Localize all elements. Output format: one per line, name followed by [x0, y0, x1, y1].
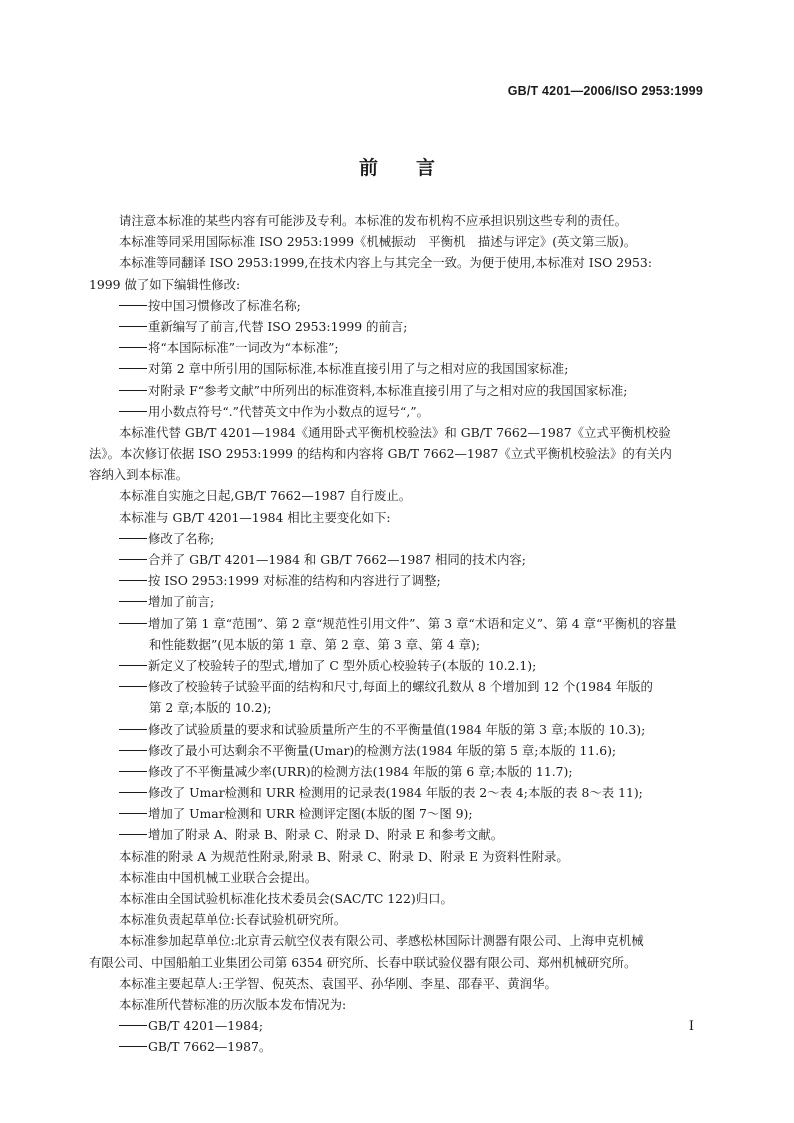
paragraph: 本标准由中国机械工业联合会提出。	[119, 869, 318, 885]
paragraph: 本标准由全国试验机标准化技术委员会(SAC/TC 122)归口。	[119, 891, 453, 906]
list-item-text: 用小数点符号“.”代替英文中作为小数点的逗号“,”。	[148, 403, 430, 419]
list-item	[89, 591, 707, 612]
list-item	[89, 570, 707, 591]
list-item-continuation: 第 2 章;本版的 10.2);	[149, 700, 272, 716]
list-item-text: 增加了第 1 章“范围”、第 2 章“规范性引用文件”、第 3 章“术语和定义”、第 4 章“平衡机的容量	[148, 615, 677, 631]
dash-marker	[119, 686, 147, 687]
paragraph: 有限公司、中国船舶工业集团公司第 6354 研究所、长春中联试验仪器有限公司、郑州机械研究所。	[89, 954, 637, 970]
dash-marker	[119, 750, 147, 751]
list-item	[89, 613, 707, 634]
list-item	[89, 824, 707, 845]
paragraph: 本标准等同采用国际标准 ISO 2953:1999《机械振动 平衡机 描述与评定》(英文第三版)。	[119, 234, 637, 250]
dash-marker	[119, 326, 147, 327]
list-item	[89, 740, 707, 761]
paragraph: 本标准参加起草单位:北京青云航空仪表有限公司、孝感松林国际计测器有限公司、上海申克机械	[119, 933, 644, 949]
paragraph: 本标准的附录 A 为规范性附录,附录 B、附录 C、附录 D、附录 E 为资料性附录。	[119, 848, 569, 864]
list-item-text: 修改了不平衡量减少率(URR)的检测方法(1984 年版的第 6 章;本版的 11.7);	[148, 763, 573, 779]
list-item-text: 按 ISO 2953:1999 对标准的结构和内容进行了调整;	[148, 573, 441, 589]
list-item	[89, 1015, 707, 1036]
list-item	[89, 803, 707, 824]
list-item-text: GB/T 7662—1987。	[148, 1039, 272, 1055]
list-item-text: 修改了校验转子试验平面的结构和尺寸,每面上的螺纹孔数从 8 个增加到 12 个(1984 年版的	[148, 679, 653, 695]
list-item-text: 增加了前言;	[148, 594, 215, 610]
page-title-char-2: 言	[416, 157, 436, 179]
list-item	[89, 676, 707, 697]
list-item	[89, 337, 707, 358]
paragraph: 容纳入到本标准。	[89, 467, 189, 483]
dash-marker	[119, 411, 147, 412]
dash-marker	[119, 538, 147, 539]
dash-marker	[119, 559, 147, 560]
dash-marker	[119, 792, 147, 793]
list-item	[89, 1036, 707, 1057]
list-item	[89, 295, 707, 316]
page-title	[0, 153, 794, 180]
foreword-body	[89, 210, 707, 1058]
paragraph: 本标准负责起草单位:长春试验机研究所。	[119, 912, 347, 928]
dash-marker	[119, 347, 147, 348]
page-number: I	[688, 1019, 694, 1034]
dash-marker	[119, 623, 147, 624]
dash-marker	[119, 1046, 147, 1047]
list-item-text: 合并了 GB/T 4201—1984 和 GB/T 7662—1987 相同的技术内容;	[148, 552, 526, 567]
dash-marker	[119, 580, 147, 581]
list-item	[89, 782, 707, 803]
list-item-text: 修改了试验质量的要求和试验质量所产生的不平衡量值(1984 年版的第 3 章;本版的 10.3);	[148, 721, 646, 737]
dash-marker	[119, 601, 147, 602]
list-item-text: 将“本国际标准”一词改为“本标准”;	[148, 340, 339, 356]
list-item	[89, 719, 707, 740]
dash-marker	[119, 665, 147, 666]
list-item	[89, 316, 707, 337]
list-item-text: 对第 2 章中所引用的国际标准,本标准直接引用了与之相对应的我国国家标准;	[148, 361, 569, 377]
standard-code: GB/T 4201—2006/ISO 2953:1999	[507, 84, 703, 98]
dash-marker	[119, 813, 147, 814]
dash-marker	[119, 834, 147, 835]
list-item	[89, 380, 707, 401]
list-item-continuation: 和性能数据”(见本版的第 1 章、第 2 章、第 3 章、第 4 章);	[149, 636, 481, 652]
list-item-text: 增加了 Umar检测和 URR 检测评定图(本版的图 7～图 9);	[148, 806, 473, 822]
list-item	[89, 655, 707, 676]
paragraph: 本标准等同翻译 ISO 2953:1999,在技术内容上与其完全一致。为便于使用,本标准对 ISO 2953:	[119, 255, 652, 271]
paragraph: 本标准自实施之日起,GB/T 7662—1987 自行废止。	[119, 488, 412, 504]
dash-marker	[119, 390, 147, 391]
dash-marker	[119, 368, 147, 369]
paragraph: 1999 做了如下编辑性修改:	[89, 276, 241, 292]
list-item	[89, 528, 707, 549]
list-item-text: 增加了附录 A、附录 B、附录 C、附录 D、附录 E 和参考文献。	[148, 827, 504, 843]
paragraph: 本标准主要起草人:王学智、倪英杰、袁国平、孙华刚、李星、邵春平、黄润华。	[119, 975, 557, 991]
dash-marker	[119, 771, 147, 772]
list-item	[89, 761, 707, 782]
paragraph: 本标准与 GB/T 4201—1984 相比主要变化如下:	[119, 509, 391, 525]
dash-marker	[119, 1025, 147, 1026]
list-item	[89, 358, 707, 379]
list-item-text: GB/T 4201—1984;	[148, 1018, 264, 1034]
list-item-text: 修改了 Umar检测和 URR 检测用的记录表(1984 年版的表 2～表 4;本版的表 8～表 11);	[148, 785, 643, 801]
list-item-text: 新定义了校验转子的型式,增加了 C 型外质心校验转子(本版的 10.2.1);	[148, 657, 537, 673]
list-item-text: 按中国习惯修改了标准名称;	[148, 297, 301, 313]
list-item-text: 修改了名称;	[148, 530, 215, 546]
list-item	[89, 401, 707, 422]
list-item-text: 对附录 F“参考文献”中所列出的标准资料,本标准直接引用了与之相对应的我国国家标准;	[148, 382, 628, 398]
paragraph: 法》。本次修订依据 ISO 2953:1999 的结构和内容将 GB/T 7662—1987《立式平衡机校验法》的有关内	[89, 446, 672, 462]
list-item-text: 修改了最小可达剩余不平衡量(Umar)的检测方法(1984 年版的第 5 章;本版的 11.6);	[148, 742, 617, 758]
page-title-char-1: 前	[358, 157, 378, 179]
paragraph: 本标准所代替标准的历次版本发布情况为:	[119, 996, 347, 1012]
paragraph: 本标准代替 GB/T 4201—1984《通用卧式平衡机校验法》和 GB/T 7662—1987《立式平衡机校验	[119, 424, 671, 440]
list-item	[89, 549, 707, 570]
list-item-text: 重新编写了前言,代替 ISO 2953:1999 的前言;	[148, 318, 408, 334]
dash-marker	[119, 729, 147, 730]
dash-marker	[119, 305, 147, 306]
paragraph: 请注意本标准的某些内容有可能涉及专利。本标准的发布机构不应承担识别这些专利的责任。	[119, 213, 628, 228]
